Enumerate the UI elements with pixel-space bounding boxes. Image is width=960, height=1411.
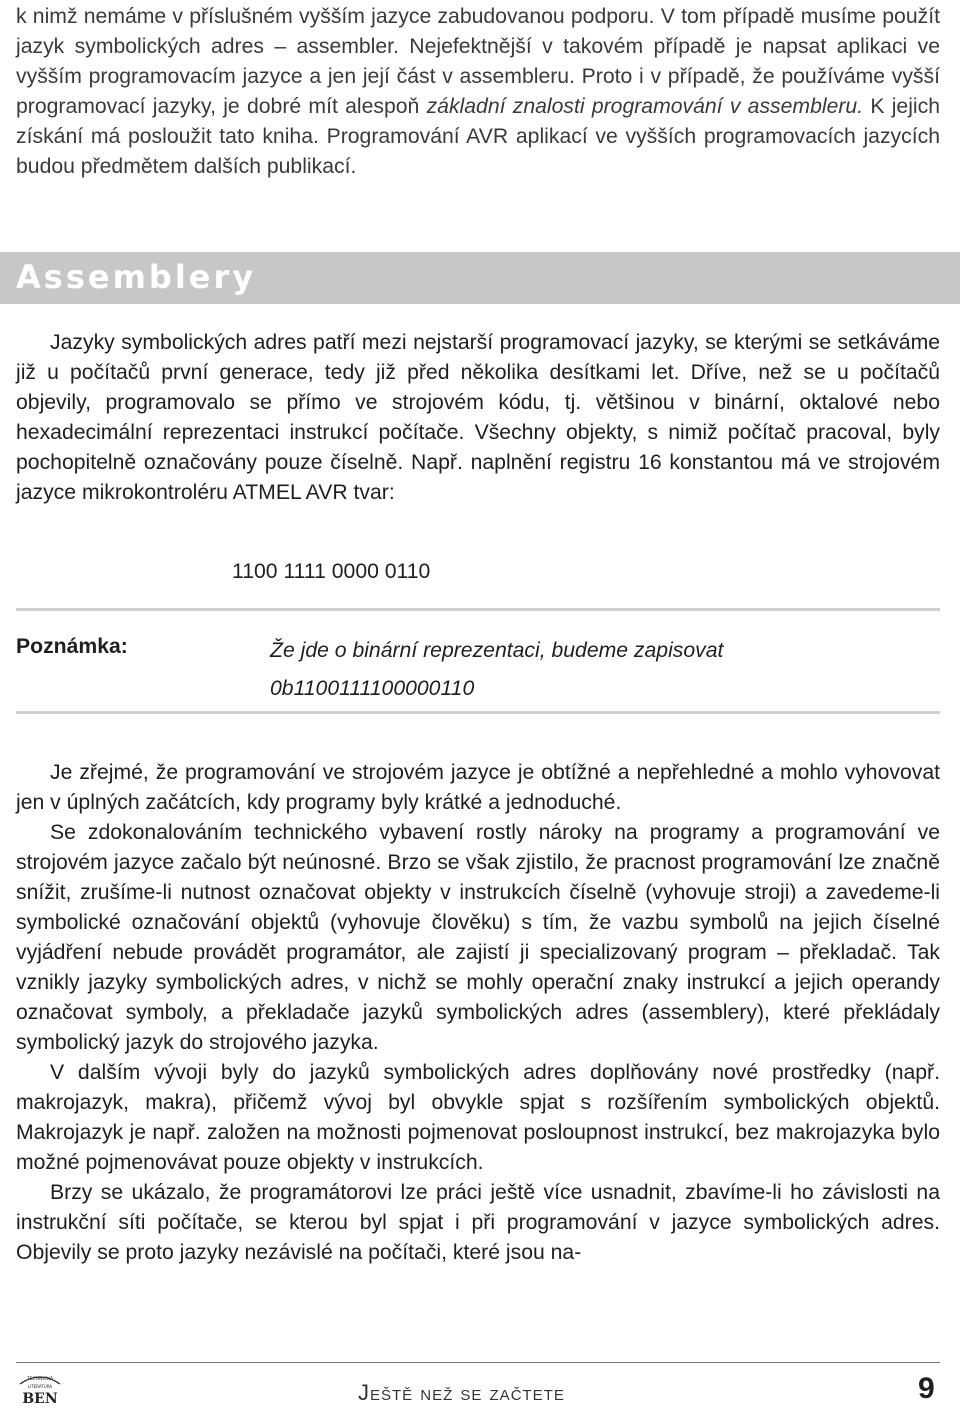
body-text <box>16 758 940 1268</box>
publisher-logo <box>16 1370 64 1406</box>
note-label: Poznámka: <box>16 635 128 658</box>
intro-text: k nimž nemáme v příslušném vyšším jazyce zabudovanou podporu. V tom případě musíme použít jazyk symbolických adres – assembler. Nejefektnější v takovém případě je napsat aplikaci ve vyšším programovacím jazyce a jen její část v assembleru. Proto i v případě, že používáme vyšší programovací jazyky, je dobré mít alespoň <box>16 5 940 118</box>
page-number: 9 <box>918 1372 935 1405</box>
note-line-1: Že jde o binární reprezentaci, budeme zapisovat <box>270 639 724 662</box>
paragraph: V dalším vývoji byly do jazyků symbolických adres doplňovány nové prostředky (např. makrojazyk, makra), přičemž vývoj byl obvykle spjat s rozšířením symbolických objektů. Makrojazyk je např. založen na možnosti pojmenovat posloupnost instrukcí, bez makrojazyka bylo možné pojmenovávat pouze objekty v instrukcích. <box>16 1061 940 1174</box>
paragraph: Brzy se ukázalo, že programátorovi lze práci ještě více usnadnit, zbavíme-li ho závislosti na instrukční síti počítače, se kterou byl spjat i při programování v jazyce symbolických adres. Objevily se proto jazyky nezávislé na počítači, které jsou na- <box>16 1181 940 1264</box>
paragraph: Se zdokonalováním technického vybavení rostly nároky na programy a programování ve strojovém jazyce začalo být neúnosné. Brzo se však zjistilo, že pracnost programování lze značně snížit, zrušíme-li nutnost označovat objekty v instrukcích číselně (vyhovuje stroji) a zavedeme-li symbolické označování objektů (vyhovuje člověku) s tím, že vazbu symbolů na jejich číselné vyjádření nebude provádět programátor, ale zajistí ji specializovaný program – překladač. Tak vznikly jazyky symbolických adres, v nichž se mohly operační znaky instrukcí a jejich operandy označovat symboly, a překladače jazyků symbolických adres (assemblery), které překládaly symbolický jazyk do strojového jazyka. <box>16 821 940 1054</box>
note-divider-top <box>16 608 940 611</box>
section-heading-bar <box>0 252 960 304</box>
footer-divider <box>16 1362 940 1363</box>
paragraph-assemblery-intro: Jazyky symbolických adres patří mezi nejstarší programovací jazyky, se kterými se setkáváme již u počítačů první generace, tedy již před několika desítkami let. Dříve, než se u počítačů objevily, programovalo se přímo ve strojovém kódu, tj. většinou v binární, oktalové nebo hexadecimální reprezentaci instrukcí počítače. Všechny objekty, s nimiž počítač pracoval, byly pochopitelně označovány pouze číselně. Např. naplnění registru 16 konstantou má ve strojovém jazyce mikrokontroléru ATMEL AVR tvar: <box>16 331 940 504</box>
intro-rest-text: K jejich získání má posloužit tato kniha. Programování AVR aplikací ve vyšších programovacích jazycích budou předmětem dalších publikací. <box>16 95 941 178</box>
note-divider-bottom <box>16 711 940 714</box>
intro-paragraph <box>16 2 940 182</box>
section-title: Assemblery <box>16 258 257 296</box>
note-text <box>270 632 723 708</box>
note-line-2: 0b1100111100000110 <box>270 677 475 700</box>
machine-code-example: 1100 1111 0000 0110 <box>232 560 431 583</box>
running-title: Ještě než se začtete <box>358 1380 565 1405</box>
logo-mark: BEN <box>22 1391 58 1406</box>
logo-text-bottom: LITERATURA <box>27 1384 53 1389</box>
paragraph: Je zřejmé, že programování ve strojovém jazyce je obtížné a nepřehledné a mohlo vyhovovat jen v úplných začátcích, kdy programy byly krátké a jednoduché. <box>16 761 940 814</box>
intro-italic-text: základní znalosti programování v assembleru. <box>426 95 864 118</box>
logo-text-top: TECHNICKÁ <box>27 1377 53 1382</box>
